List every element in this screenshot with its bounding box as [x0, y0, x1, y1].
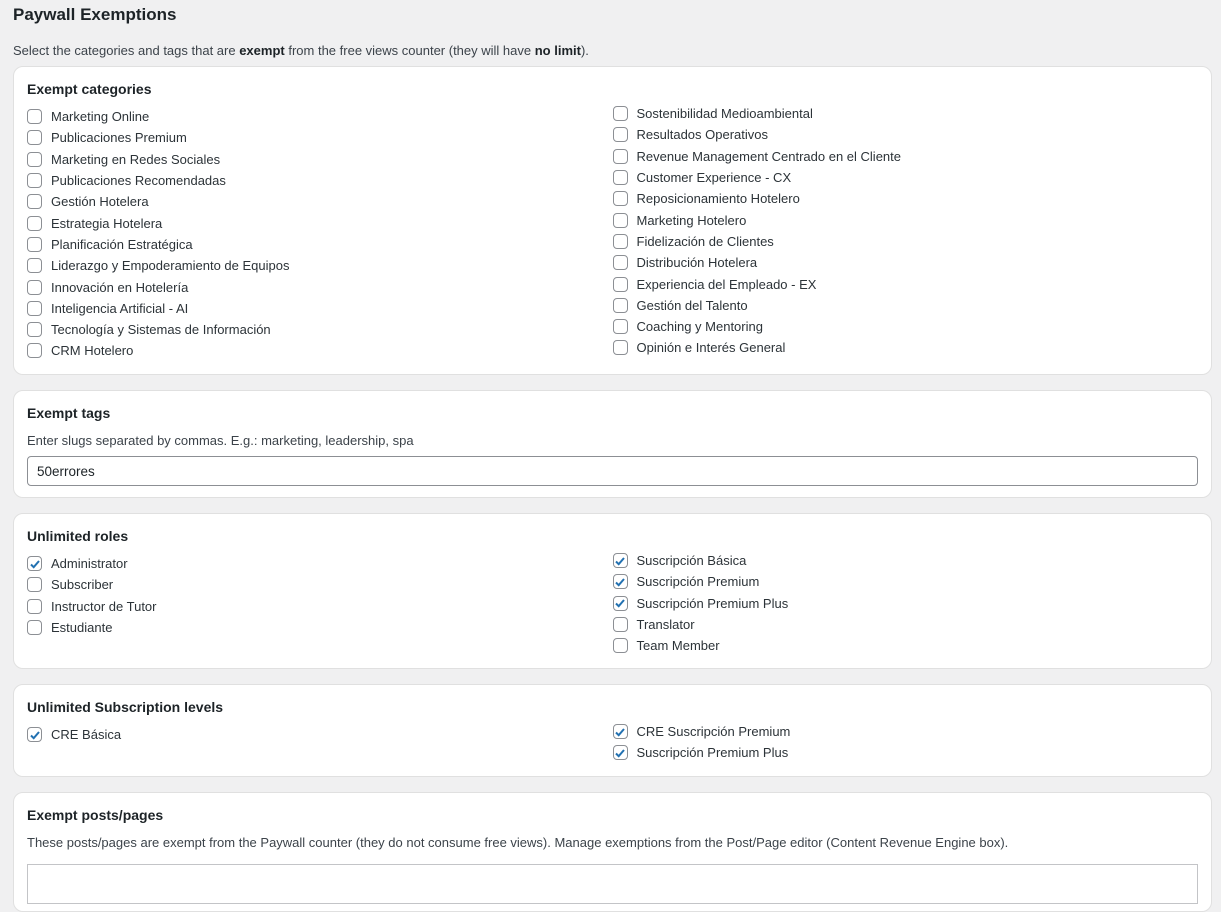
checkbox-item[interactable] — [613, 209, 1199, 230]
checkbox-label: Suscripción Premium — [636, 574, 760, 590]
checkbox-label: Fidelización de Clientes — [636, 233, 774, 249]
checkbox[interactable] — [27, 173, 42, 188]
checkbox-item[interactable] — [27, 149, 613, 170]
checkbox-item[interactable] — [27, 170, 613, 191]
checkbox[interactable] — [27, 577, 42, 592]
checkbox[interactable] — [613, 149, 628, 164]
checkbox[interactable] — [27, 109, 42, 124]
checkbox-label: Suscripción Premium Plus — [636, 745, 789, 761]
checkbox-label: Subscriber — [51, 577, 114, 593]
categories-left-list — [27, 106, 613, 362]
checkbox-checked[interactable] — [613, 574, 628, 589]
posts-description: These posts/pages are exempt from the Paywall counter (they do not consume free views). Manage exemptions from the Post/Page editor (Content Revenue Engine box). — [27, 835, 1009, 850]
levels-left-list — [27, 724, 613, 764]
checkbox-label: CRM Hotelero — [51, 343, 134, 359]
checkbox-item[interactable] — [27, 596, 613, 617]
checkbox-item[interactable] — [613, 146, 1199, 167]
checkbox-checked[interactable] — [613, 553, 628, 568]
checkbox-label: Publicaciones Recomendadas — [51, 173, 226, 189]
tags-description: Enter slugs separated by commas. E.g.: marketing, leadership, spa — [27, 433, 414, 448]
unlimited-roles-section — [13, 513, 1212, 669]
checkbox-checked[interactable] — [27, 556, 42, 571]
checkbox[interactable] — [613, 255, 628, 270]
categories-right-list — [613, 103, 1199, 362]
page-title: Paywall Exemptions — [13, 5, 177, 24]
checkbox-item[interactable] — [613, 742, 1199, 763]
checkbox[interactable] — [27, 194, 42, 209]
checkbox-item[interactable] — [27, 553, 613, 574]
checkbox[interactable] — [613, 638, 628, 653]
checkbox[interactable] — [613, 213, 628, 228]
checkbox[interactable] — [613, 319, 628, 334]
checkbox-checked[interactable] — [613, 596, 628, 611]
checkbox-item[interactable] — [613, 635, 1199, 656]
checkbox-item[interactable] — [27, 574, 613, 595]
checkbox-label: Revenue Management Centrado en el Cliente — [636, 148, 902, 164]
checkbox-checked[interactable] — [27, 727, 42, 742]
checkbox-item[interactable] — [613, 103, 1199, 124]
checkbox-label: Marketing Hotelero — [636, 212, 747, 228]
checkbox-item[interactable] — [613, 571, 1199, 592]
checkbox-item[interactable] — [27, 106, 613, 127]
checkbox[interactable] — [27, 599, 42, 614]
checkbox-item[interactable] — [613, 124, 1199, 145]
checkmark-icon — [614, 726, 626, 738]
exempt-categories-section — [13, 66, 1212, 375]
checkbox-label: Publicaciones Premium — [51, 130, 187, 146]
checkbox[interactable] — [613, 340, 628, 355]
checkbox-item[interactable] — [27, 191, 613, 212]
checkmark-icon — [614, 555, 626, 567]
checkbox-label: Experiencia del Empleado - EX — [636, 276, 817, 292]
checkbox[interactable] — [27, 322, 42, 337]
section-title: Exempt categories — [27, 81, 152, 97]
checkbox-item[interactable] — [613, 188, 1199, 209]
checkmark-icon — [29, 729, 41, 741]
checkbox-label: Coaching y Mentoring — [636, 319, 763, 335]
checkbox-label: Estrategia Hotelera — [51, 215, 163, 231]
checkbox[interactable] — [613, 234, 628, 249]
exempt-posts-list — [27, 864, 1198, 904]
exempt-tags-section — [13, 390, 1212, 498]
checkbox-label: Translator — [636, 617, 695, 633]
checkbox[interactable] — [613, 277, 628, 292]
checkbox-label: Administrator — [51, 556, 128, 572]
checkbox[interactable] — [27, 237, 42, 252]
section-title: Exempt tags — [27, 405, 111, 421]
checkbox-item[interactable] — [613, 614, 1199, 635]
checkbox-checked[interactable] — [613, 724, 628, 739]
checkbox-item[interactable] — [613, 252, 1199, 273]
checkbox-item[interactable] — [27, 255, 613, 276]
roles-left-list — [27, 553, 613, 656]
checkbox-label: Liderazgo y Empoderamiento de Equipos — [51, 258, 290, 274]
checkbox-item[interactable] — [27, 276, 613, 297]
checkbox-label: Gestión Hotelera — [51, 194, 149, 210]
checkbox[interactable] — [27, 130, 42, 145]
checkbox-item[interactable] — [613, 721, 1199, 742]
checkbox-item[interactable] — [613, 167, 1199, 188]
checkbox[interactable] — [27, 152, 42, 167]
checkbox-item[interactable] — [27, 234, 613, 255]
checkbox-label: Team Member — [636, 638, 720, 654]
checkbox[interactable] — [27, 258, 42, 273]
checkbox-item[interactable] — [27, 724, 613, 745]
checkmark-icon — [29, 558, 41, 570]
checkbox-label: Gestión del Talento — [636, 297, 748, 313]
checkbox-label: Planificación Estratégica — [51, 236, 193, 252]
checkbox-label: Estudiante — [51, 620, 113, 636]
checkmark-icon — [614, 597, 626, 609]
checkbox-item[interactable] — [613, 337, 1199, 358]
checkbox-item[interactable] — [27, 340, 613, 361]
checkbox-checked[interactable] — [613, 745, 628, 760]
checkbox-label: Distribución Hotelera — [636, 255, 758, 271]
checkbox[interactable] — [27, 620, 42, 635]
checkbox-label: Sostenibilidad Medioambiental — [636, 106, 813, 122]
checkbox-item[interactable] — [613, 316, 1199, 337]
checkbox-item[interactable] — [27, 298, 613, 319]
checkbox-item[interactable] — [613, 231, 1199, 252]
checkbox-label: CRE Básica — [51, 727, 122, 743]
checkbox-item[interactable] — [27, 212, 613, 233]
unlimited-levels-section — [13, 684, 1212, 777]
checkbox-item[interactable] — [27, 617, 613, 638]
intro-text: Select the categories and tags that are exempt from the free views counter (they will have no limit). — [13, 43, 589, 58]
checkbox-label: Customer Experience - CX — [636, 170, 792, 186]
checkbox[interactable] — [27, 216, 42, 231]
checkbox-label: Suscripción Básica — [636, 553, 747, 569]
checkbox-label: Instructor de Tutor — [51, 598, 157, 614]
checkbox-label: Innovación en Hotelería — [51, 279, 189, 295]
checkbox-item[interactable] — [27, 319, 613, 340]
checkbox[interactable] — [27, 343, 42, 358]
checkmark-icon — [614, 576, 626, 588]
checkbox-label: Marketing en Redes Sociales — [51, 151, 221, 167]
section-title: Exempt posts/pages — [27, 807, 164, 823]
checkbox-label: Tecnología y Sistemas de Información — [51, 322, 271, 338]
checkbox-label: Marketing Online — [51, 109, 150, 125]
checkbox-item[interactable] — [613, 295, 1199, 316]
checkbox-label: Resultados Operativos — [636, 127, 769, 143]
checkbox[interactable] — [613, 617, 628, 632]
checkbox-label: Suscripción Premium Plus — [636, 595, 789, 611]
checkbox[interactable] — [613, 127, 628, 142]
exempt-posts-section — [13, 792, 1212, 912]
roles-right-list — [613, 550, 1199, 656]
checkbox-item[interactable] — [27, 127, 613, 148]
checkbox-item[interactable] — [613, 593, 1199, 614]
exempt-tags-input[interactable] — [27, 456, 1198, 486]
checkbox-item[interactable] — [613, 273, 1199, 294]
checkbox-label: Inteligencia Artificial - AI — [51, 300, 189, 316]
checkbox-label: Opinión e Interés General — [636, 340, 786, 356]
checkbox[interactable] — [27, 301, 42, 316]
checkbox[interactable] — [613, 170, 628, 185]
section-title: Unlimited Subscription levels — [27, 699, 224, 715]
checkbox[interactable] — [27, 280, 42, 295]
section-title: Unlimited roles — [27, 528, 129, 544]
checkbox[interactable] — [613, 106, 628, 121]
checkbox[interactable] — [613, 298, 628, 313]
checkbox[interactable] — [613, 191, 628, 206]
checkbox-item[interactable] — [613, 550, 1199, 571]
checkmark-icon — [614, 747, 626, 759]
checkbox-label: Reposicionamiento Hotelero — [636, 191, 800, 207]
checkbox-label: CRE Suscripción Premium — [636, 724, 791, 740]
levels-right-list — [613, 721, 1199, 764]
